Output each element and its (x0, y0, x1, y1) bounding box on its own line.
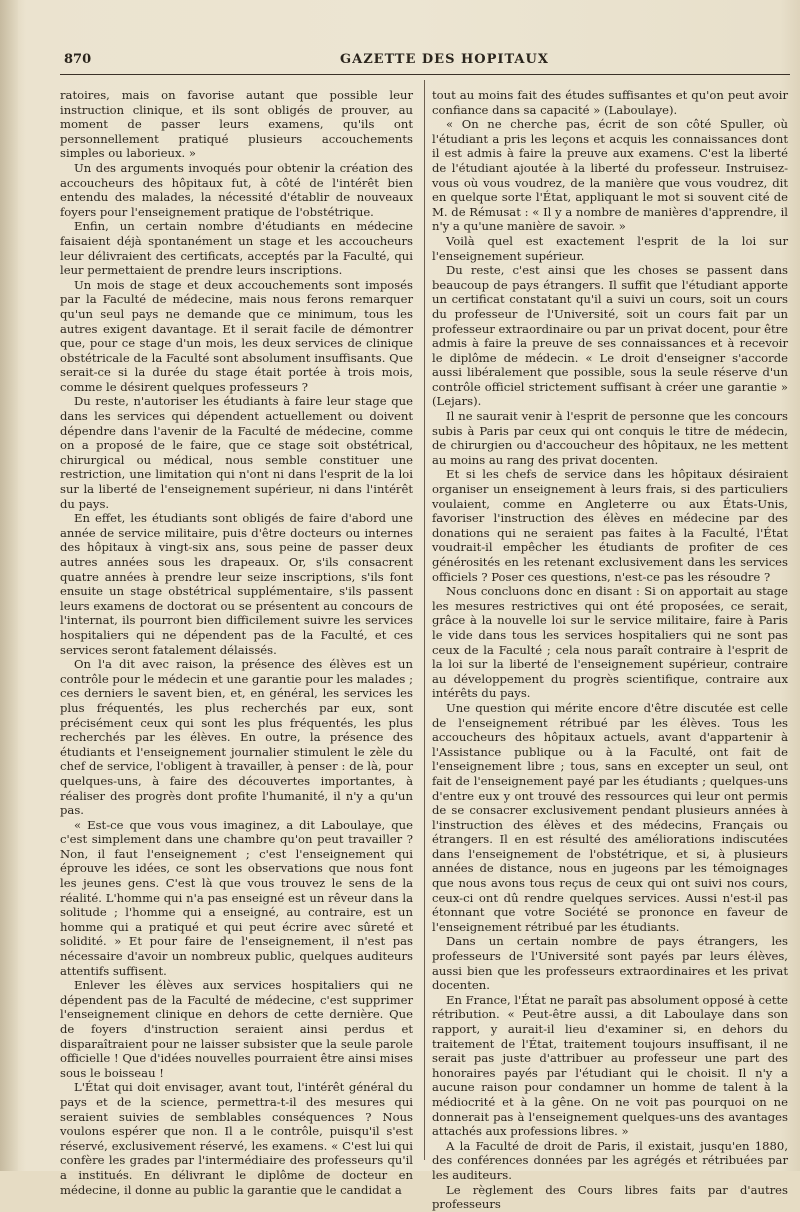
paragraph: L'État qui doit envisager, avant tout, l'intérêt général du pays et de la science, permettra-t-il des mesures qui seraient suivies de semblables conséquences ? Nous voulons espérer que non. Il a le contrôle, puisqu'il s'est réservé, exclusivement réservé, les examens. « C'est lui qui confère les grades par l'intermédiaire des professeurs qu'il a institués. En délivrant le diplôme de docteur en médecine, il donne au public la garantie que le candidat a (60, 1080, 413, 1197)
paragraph: Et si les chefs de service dans les hôpitaux désiraient organiser un enseignement à leurs frais, si des particuliers voulaient, comme en Angleterre ou aux États-Unis, favoriser l'instruction des élèves en médecine par des donations qui ne seraient pas faites à la Faculté, l'État voudrait-il empêcher les étudiants de profiter de ces générosités en les retenant exclusivement dans les services officiels ? Poser ces questions, n'est-ce pas les résoudre ? (432, 467, 788, 584)
page-number: 870 (64, 52, 92, 67)
paragraph: En effet, les étudiants sont obligés de faire d'abord une année de service militaire, puis d'être docteurs ou internes des hôpitaux à vingt-six ans, sous peine de passer deux autres années sous les drapeaux. Or, s'ils consacrent quatre années à prendre leur seize inscriptions, s'ils font ensuite un stage obstétrical supplémentaire, s'ils passent leurs examens de doctorat ou se présentent au concours de l'internat, ils pourront bien difficilement suivre les services hospitaliers qui ne dépendent pas de la Faculté, et ces services seront fatalement délaissés. (60, 511, 413, 657)
paragraph: « On ne cherche pas, écrit de son côté Spuller, où l'étudiant a pris les leçons et acquis les connaissances dont il est admis à faire la preuve aux examens. C'est la liberté de l'étudiant ajoutée à la liberté du professeur. Instruisez-vous où vous voudrez, de la manière que vous voudrez, dit en quelque sorte l'État, appliquant le mot si souvent cité de M. de Rémusat : « Il y a nombre de manières d'apprendre, il n'y a qu'une manière de savoir. » (432, 117, 788, 234)
paragraph: ratoires, mais on favorise autant que possible leur instruction clinique, et ils sont obligés de prouver, au moment de passer leurs examens, qu'ils ont personnellement pratiqué plusieurs accouchements simples ou laborieux. » (60, 88, 413, 161)
paragraph: Le règlement des Cours libres faits par d'autres professeurs (432, 1182, 788, 1212)
paragraph: Nous concluons donc en disant : Si on apportait au stage les mesures restrictives qui ont été proposées, ce serait, grâce à la nouvelle loi sur le service militaire, faire à Paris le vide dans tous les services hospitaliers qui ne sont pas ceux de la Faculté ; cela nous paraît contraire à l'esprit de la loi sur la liberté de l'enseignement supérieur, contraire au développement du progrès scientifique, contraire aux intérêts du pays. (432, 584, 788, 701)
paragraph: « Est-ce que vous vous imaginez, a dit Laboulaye, que c'est simplement dans une chambre qu'on peut travailler ? Non, il faut l'enseignement ; c'est l'enseignement qui éprouve les idées, ce sont les observations que nous font les jeunes gens. C'est là que vous trouvez le sens de la réalité. L'homme qui n'a pas enseigné est un rêveur dans la solitude ; l'homme qui a enseigné, au contraire, est un homme qui a pratiqué et qui peut écrire avec sûreté et solidité. » Et pour faire de l'enseignement, il n'est pas nécessaire d'avoir un nombreux public, quelques auditeurs attentifs suffisent. (60, 817, 413, 978)
paragraph: En France, l'État ne paraît pas absolument opposé à cette rétribution. « Peut-être aussi, a dit Laboulaye dans son rapport, y aurait-il lieu d'examiner si, en dehors du traitement de l'État, traitement toujours insuffisant, il ne serait pas juste d'attribuer au professeur une part des honoraires payés par l'étudiant qui le choisit. Il n'y a aucune raison pour condamner un homme de talent à la médiocrité et à la gêne. On ne voit pas pourquoi on ne donnerait pas à l'enseignement quelques-uns des avantages attachés aux professions libres. » (432, 992, 788, 1139)
paragraph: Dans un certain nombre de pays étrangers, les professeurs de l'Université sont payés par leurs élèves, aussi bien que les professeurs extraordinaires et les privat docenten. (432, 934, 788, 993)
paragraph: A la Faculté de droit de Paris, il existait, jusqu'en 1880, des conférences données par les agrégés et rétribuées par les auditeurs. (432, 1138, 788, 1182)
paragraph: tout au moins fait des études suffisantes et qu'on peut avoir confiance dans sa capacité » (Laboulaye). (432, 88, 788, 117)
left-column (60, 88, 413, 1197)
paragraph: Il ne saurait venir à l'esprit de personne que les concours subis à Paris par ceux qui ont conquis le titre de médecin, de chirurgien ou d'accoucheur des hôpitaux, ne les mettent au moins au rang des privat docenten. (432, 409, 788, 467)
paragraph: On l'a dit avec raison, la présence des élèves est un contrôle pour le médecin et une garantie pour les malades ; ces derniers le savent bien, et, en général, les services les plus fréquentés, les plus recherchés par eux, sont précisément ceux qui sont les plus fréquentés, les plus recherchés par les élèves. En outre, la présence des étudiants et l'enseignement journalier stimulent le zèle du chef de service, l'obligent à travailler, à penser : de là, pour quelques-uns, à faire des découvertes importantes, à réaliser des progrès dont profite l'humanité, il n'y a qu'un pas. (60, 657, 413, 818)
column-divider (424, 80, 425, 1160)
page-header (60, 46, 790, 76)
paragraph: Voilà quel est exactement l'esprit de la loi sur l'enseignement supérieur. (432, 233, 788, 263)
right-column (432, 88, 788, 1212)
paragraph: Enlever les élèves aux services hospitaliers qui ne dépendent pas de la Faculté de médecine, c'est supprimer l'enseignement clinique en dehors de cette dernière. Que de foyers d'instruction seraient ainsi perdus et disparaîtraient pour ne laisser subsister que la seule parole officielle ! Que d'idées nouvelles pourraient être ainsi mises sous le boisseau ! (60, 978, 413, 1080)
paragraph: Du reste, c'est ainsi que les choses se passent dans beaucoup de pays étrangers. Il suffit que l'étudiant apporte un certificat constatant qu'il a suivi un cours, soit un cours du professeur de l'Université, soit un cours fait par un professeur extraordinaire ou par un privat docent, pour être admis à faire la preuve de ses connaissances et à recevoir le diplôme de médecin. « Le droit d'enseigner s'accorde aussi libéralement que possible, sous la seule réserve d'un contrôle officiel strictement suffisant à créer une garantie » (Lejars). (432, 263, 788, 409)
paragraph: Enfin, un certain nombre d'étudiants en médecine faisaient déjà spontanément un stage et les accoucheurs leur délivraient des certificats, acceptés par la Faculté, qui leur permettaient de prendre leurs inscriptions. (60, 219, 413, 278)
paragraph: Du reste, n'autoriser les étudiants à faire leur stage que dans les services qui dépendent actuellement ou doivent dépendre dans l'avenir de la Faculté de médecine, comme on a proposé de le faire, que ce stage soit obstétrical, chirurgical ou médical, nous semble constituer une restriction, une limitation qui n'ont ni dans l'esprit de la loi sur la liberté de l'enseignement supérieur, ni dans l'intérêt du pays. (60, 394, 413, 511)
running-title: GAZETTE DES HOPITAUX (340, 52, 549, 67)
paragraph: Un mois de stage et deux accouchements sont imposés par la Faculté de médecine, mais nous ferons remarquer qu'un seul pays ne demande que ce minimum, tous les autres exigent davantage. Et il serait facile de démontrer que, pour ce stage d'un mois, les deux services de clinique obstétricale de la Faculté sont absolument insuffisants. Que serait-ce si la durée du stage était portée à trois mois, comme le désirent quelques professeurs ? (60, 277, 413, 394)
binding-shadow (0, 0, 18, 1171)
paragraph: Une question qui mérite encore d'être discutée est celle de l'enseignement rétribué par les élèves. Tous les accoucheurs des hôpitaux actuels, avant d'appartenir à l'Assistance publique ou à la Faculté, ont fait de l'enseignement libre ; tous, sans en excepter un seul, ont fait de l'enseignement payé par les étudiants ; quelques-uns d'entre eux y ont trouvé des ressources qui leur ont permis de se consacrer exclusivement pendant plusieurs années à l'instruction des élèves et des médecins, Français ou étrangers. Il en est résulté des améliorations indiscutées dans l'enseignement de l'obstétrique, et si, à plusieurs années de distance, nous en jugeons par les témoignages que nous avons tous reçus de ceux qui ont suivi nos cours, ceux-ci ont dû rendre quelques services. Aussi n'est-il pas étonnant que votre Société se prononce en faveur de l'enseignement rétribué par les étudiants. (432, 700, 788, 934)
header-rule (60, 74, 790, 75)
paragraph: Un des arguments invoqués pour obtenir la création des accoucheurs des hôpitaux fut, à côté de l'intérêt bien entendu des malades, la nécessité d'établir de nouveaux foyers pour l'enseignement pratique de l'obstétrique. (60, 160, 413, 219)
